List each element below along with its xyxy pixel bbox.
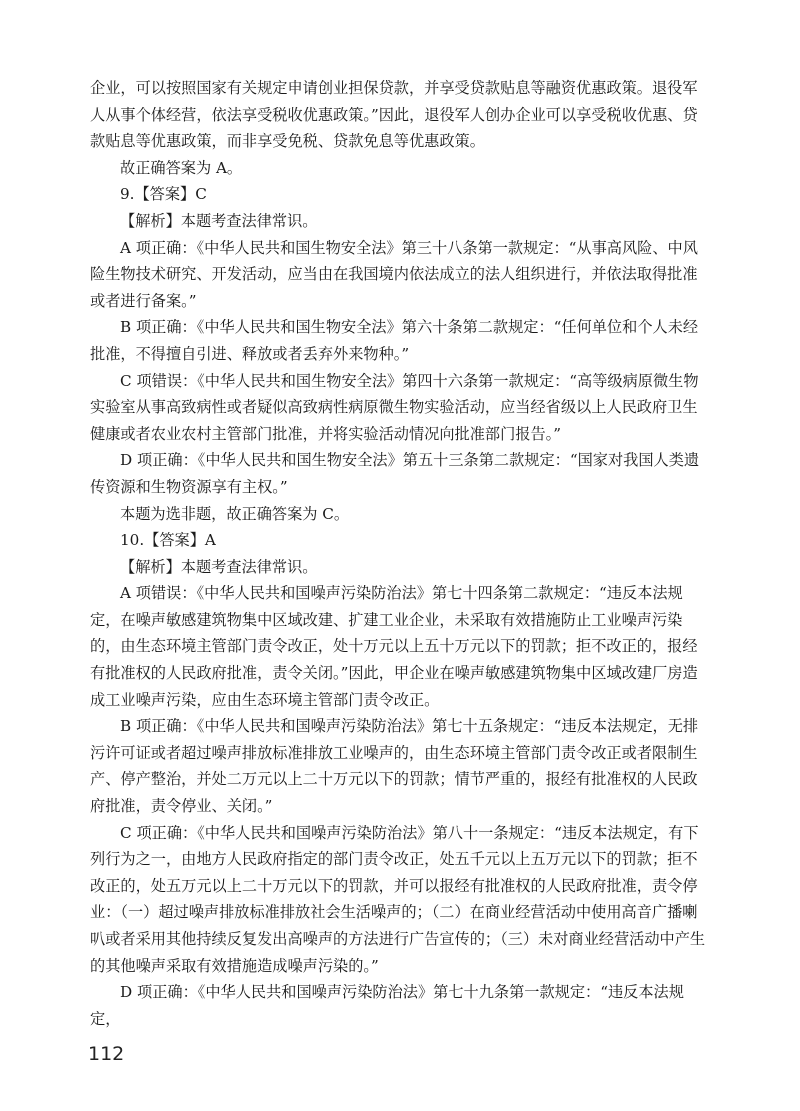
paragraph: 本题为选非题，故正确答案为 C。 (120, 504, 350, 523)
paragraph: 故正确答案为 A。 (120, 158, 243, 177)
paragraph: 企业，可以按照国家有关规定申请创业担保贷款，并享受贷款贴息等融资优惠政策。退役军人从事个体经营，依法享受税收优惠政策。”因此，退役军人创办企业可以享受税收优惠、贷款贴息等优惠政策，而非享受免税、贷款免息等优惠政策。 (90, 79, 698, 151)
analysis-heading: 【解析】本题考查法律常识。 (120, 211, 318, 230)
paragraph: C 项错误：《中华人民共和国生物安全法》第四十六条第一款规定：“高等级病原微生物实验室从事高致病性或者疑似高致病性病原微生物实验活动，应当经省级以上人民政府卫生健康或者农业农村主管部门批准，并将实验活动情况向批准部门报告。” (90, 371, 699, 443)
paragraph: D 项正确：《中华人民共和国生物安全法》第五十三条第二款规定：“国家对我国人类遗传资源和生物资源享有主权。” (90, 451, 700, 496)
body-text (90, 75, 712, 1032)
paragraph: B 项正确：《中华人民共和国生物安全法》第六十条第二款规定：“任何单位和个人未经批准，不得擅自引进、释放或者丢弃外来物种。” (90, 318, 699, 363)
answer-heading: 10.【答案】A (120, 531, 216, 550)
paragraph: A 项正确：《中华人民共和国生物安全法》第三十八条第一款规定：“从事高风险、中风险生物技术研究、开发活动，应当由在我国境内依法成立的法人组织进行，并依法取得批准或者进行备案。” (90, 238, 698, 310)
paragraph: D 项正确：《中华人民共和国噪声污染防治法》第七十九条第一款规定：“违反本法规定， (90, 983, 684, 1028)
answer-heading: 9.【答案】C (120, 185, 207, 204)
analysis-heading: 【解析】本题考查法律常识。 (120, 557, 318, 576)
paragraph: C 项正确：《中华人民共和国噪声污染防治法》第八十一条规定：“违反本法规定，有下列行为之一，由地方人民政府指定的部门责令改正，处五千元以上五万元以下的罚款；拒不改正的，处五万元以上二十万元以下的罚款，并可以报经有批准权的人民政府批准，责令停业：（一）超过噪声排放标准排放社会生活噪声的；（二）在商业经营活动中使用高音广播喇叭或者采用其他持续反复发出高噪声的方法进行广告宣传的；（三）未对商业经营活动中产生的其他噪声采取有效措施造成噪声污染的。” (90, 823, 706, 975)
paragraph: B 项正确：《中华人民共和国噪声污染防治法》第七十五条规定：“违反本法规定，无排污许可证或者超过噪声排放标准排放工业噪声的，由生态环境主管部门责令改正或者限制生产、停产整治，并处二万元以上二十万元以下的罚款；情节严重的，报经有批准权的人民政府批准，责令停业、关闭。” (90, 717, 699, 816)
paragraph: A 项错误：《中华人民共和国噪声污染防治法》第七十四条第二款规定：“违反本法规定，在噪声敏感建筑物集中区域改建、扩建工业企业，未采取有效措施防止工业噪声污染的，由生态环境主管部门责令改正，处十万元以上五十万元以下的罚款；拒不改正的，报经有批准权的人民政府批准，责令关闭。”因此，甲企业在噪声敏感建筑物集中区域改建厂房造成工业噪声污染，应由生态环境主管部门责令改正。 (90, 584, 698, 709)
page-number: 112 (88, 1043, 125, 1065)
